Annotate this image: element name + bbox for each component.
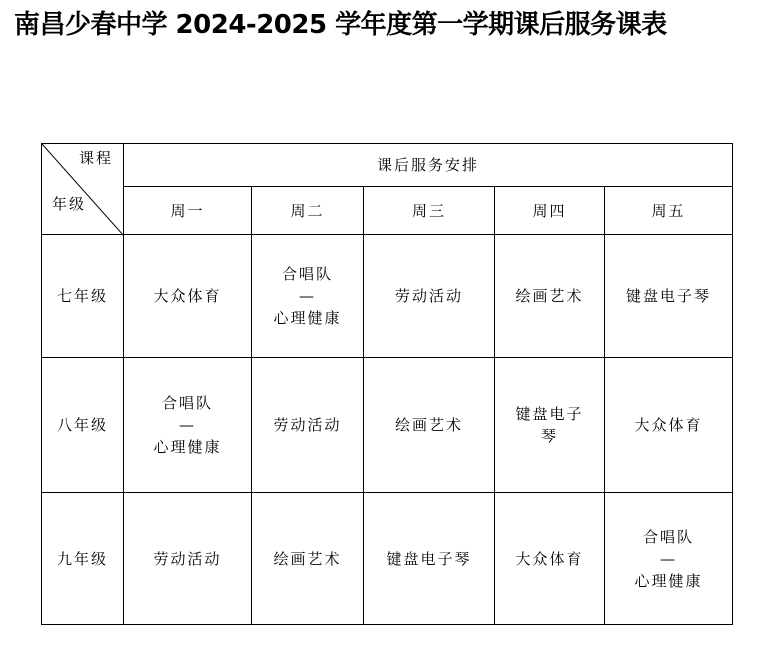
day-header-thu: 周四 (495, 187, 605, 235)
cell-line: 琴 (540, 427, 558, 445)
table-row (42, 493, 733, 625)
day-header-mon: 周一 (124, 187, 252, 235)
schedule-cell (364, 358, 495, 493)
cell-line: 绘画艺术 (394, 416, 463, 434)
cell-line: 合唱队 (161, 394, 213, 412)
schedule-cell (252, 358, 364, 493)
schedule-cell (495, 493, 605, 625)
group-header: 课后服务安排 (124, 144, 733, 187)
page-title: 南昌少春中学 2024-2025 学年度第一学期课后服务课表 (14, 10, 667, 40)
schedule-cell (252, 493, 364, 625)
corner-header-cell (42, 144, 124, 235)
cell-line: 大众体育 (153, 287, 222, 305)
cell-line: 合唱队 (281, 265, 333, 283)
cell-line: 劳动活动 (153, 549, 222, 568)
cell-line: 键盘电子琴 (625, 287, 711, 305)
day-header-wed: 周三 (364, 187, 495, 235)
cell-line: 心理健康 (634, 571, 703, 590)
day-header-fri: 周五 (605, 187, 733, 235)
grade-label: 八年级 (42, 358, 124, 493)
schedule-cell (124, 358, 252, 493)
schedule-cell (252, 235, 364, 358)
grade-label: 九年级 (42, 493, 124, 625)
cell-line: 心理健康 (153, 438, 222, 456)
table-row (42, 358, 733, 493)
cell-line: — (299, 287, 316, 305)
day-header-tue: 周二 (252, 187, 364, 235)
corner-course-label: 课程 (78, 149, 113, 167)
cell-line: 心理健康 (273, 309, 342, 327)
corner-grade-label: 年级 (52, 195, 87, 213)
cell-line: 劳动活动 (273, 416, 342, 434)
cell-line: — (660, 549, 677, 568)
cell-line: 劳动活动 (394, 287, 463, 305)
schedule-cell (124, 493, 252, 625)
cell-line: 绘画艺术 (273, 549, 342, 568)
cell-line: 键盘电子 (515, 405, 584, 423)
schedule-table (41, 143, 733, 625)
cell-line: 合唱队 (642, 527, 694, 546)
schedule-cell (605, 235, 733, 358)
schedule-cell (605, 493, 733, 625)
schedule-cell (364, 493, 495, 625)
schedule-cell (124, 235, 252, 358)
cell-line: 大众体育 (634, 416, 703, 434)
cell-line: 大众体育 (515, 549, 584, 568)
table-row (42, 235, 733, 358)
schedule-cell (495, 358, 605, 493)
schedule-cell (364, 235, 495, 358)
schedule-cell (495, 235, 605, 358)
cell-line: — (179, 416, 196, 434)
schedule-cell (605, 358, 733, 493)
cell-line: 键盘电子琴 (386, 549, 472, 568)
grade-label: 七年级 (42, 235, 124, 358)
cell-line: 绘画艺术 (515, 287, 584, 305)
